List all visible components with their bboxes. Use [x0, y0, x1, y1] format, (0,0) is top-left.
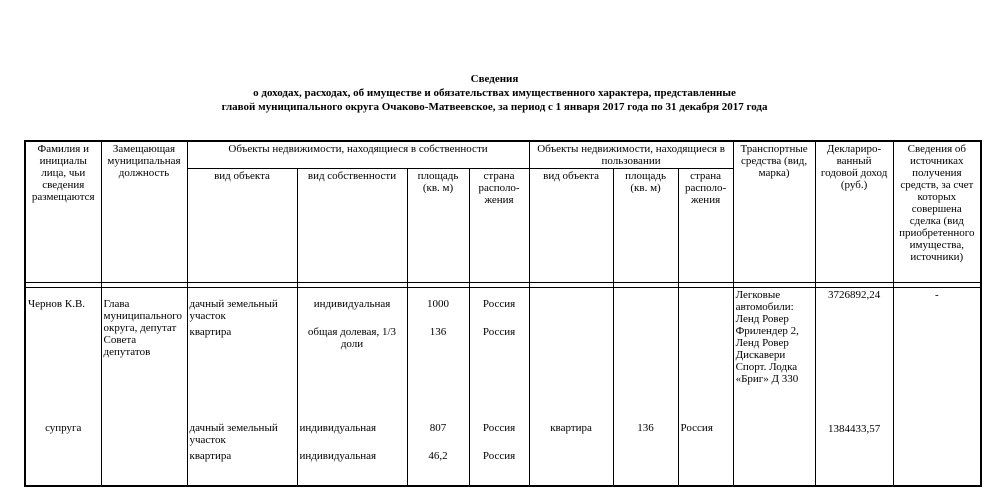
- person-sources: -: [893, 288, 981, 487]
- owned-type-1: дачный земельный участок: [189, 298, 278, 322]
- spouse-name: супруга: [45, 422, 82, 434]
- owned-area-2: 136: [429, 326, 447, 338]
- spouse-owned-country-1: Россия: [482, 422, 516, 434]
- spouse-owned-area-2: 46,2: [428, 450, 448, 462]
- owned-country-2: Россия: [482, 326, 516, 338]
- header-sources: Сведения об источниках получения средств, за счет которых совершена сделка (вид приобретенного имущества, источники): [893, 141, 981, 283]
- spouse-income: 1384433,57: [827, 423, 881, 435]
- header-used-area: площадь (кв. м): [613, 169, 678, 283]
- spouse-used-area: 136: [613, 288, 678, 487]
- owned-ownership-2: общая долевая, 1/3 доли: [307, 326, 397, 350]
- title-line-3: главой муниципального округа Очаково-Матвеевское, за период с 1 января 2017 года по 31 декабря 2017 года: [221, 101, 768, 113]
- header-used-group: Объекты недвижимости, находящиеся в пользовании: [529, 141, 733, 169]
- title-line-2: о доходах, расходах, об имуществе и обязательствах имущественного характера, представленные: [253, 87, 736, 99]
- spouse-used-country: Россия: [678, 288, 733, 487]
- header-owned-type: вид объекта: [187, 169, 297, 283]
- spouse-owned-area-1: 807: [429, 422, 447, 434]
- title-line-1: Сведения: [470, 73, 519, 85]
- header-owned-area: площадь (кв. м): [407, 169, 469, 283]
- header-vehicles: Транспортные средства (вид, марка): [733, 141, 815, 283]
- person-name-cell: [25, 288, 101, 487]
- header-owned-group: Объекты недвижимости, находящиеся в собственности: [187, 141, 529, 169]
- owned-ownership-1: индивидуальная: [313, 298, 391, 310]
- income-cell: [815, 288, 893, 487]
- header-income: Деклариро-ванный годовой доход (руб.): [815, 141, 893, 283]
- document-title: [0, 72, 989, 114]
- spouse-used-type: квартира: [529, 288, 613, 487]
- header-used-type: вид объекта: [529, 169, 613, 283]
- owned-country-1: Россия: [482, 298, 516, 310]
- owned-ownership-cell: [297, 288, 407, 487]
- person-vehicles: Легковые автомобили: Ленд Ровер Фрилендер 2, Ленд Ровер Дискавери Спорт. Лодка «Бриг» Д 330: [733, 288, 815, 487]
- owned-area-cell: [407, 288, 469, 487]
- owned-type-2: квартира: [189, 326, 232, 338]
- person-position: Глава муниципального округа, депутат Совета депутатов: [101, 288, 187, 487]
- header-owned-country: страна располо-жения: [469, 169, 529, 283]
- header-position: Замещающая муниципальная должность: [101, 141, 187, 283]
- spouse-owned-ownership-2: индивидуальная: [299, 450, 377, 462]
- person-income: 3726892,24: [827, 289, 881, 301]
- owned-area-1: 1000: [427, 298, 449, 310]
- spouse-owned-ownership-1: индивидуальная: [299, 422, 377, 434]
- disclosure-table: [24, 140, 982, 487]
- spouse-owned-type-1: дачный земельный участок: [189, 422, 278, 446]
- header-used-country: страна располо-жения: [678, 169, 733, 283]
- spouse-owned-country-2: Россия: [482, 450, 516, 462]
- spouse-owned-type-2: квартира: [189, 450, 232, 462]
- owned-country-cell: [469, 288, 529, 487]
- person-name: Чернов К.В.: [28, 298, 86, 310]
- header-row-1: [25, 141, 981, 169]
- header-name: Фамилия и инициалы лица, чьи сведения размещаются: [25, 141, 101, 283]
- header-owned-ownership: вид собственности: [297, 169, 407, 283]
- owned-type-cell: [187, 288, 297, 487]
